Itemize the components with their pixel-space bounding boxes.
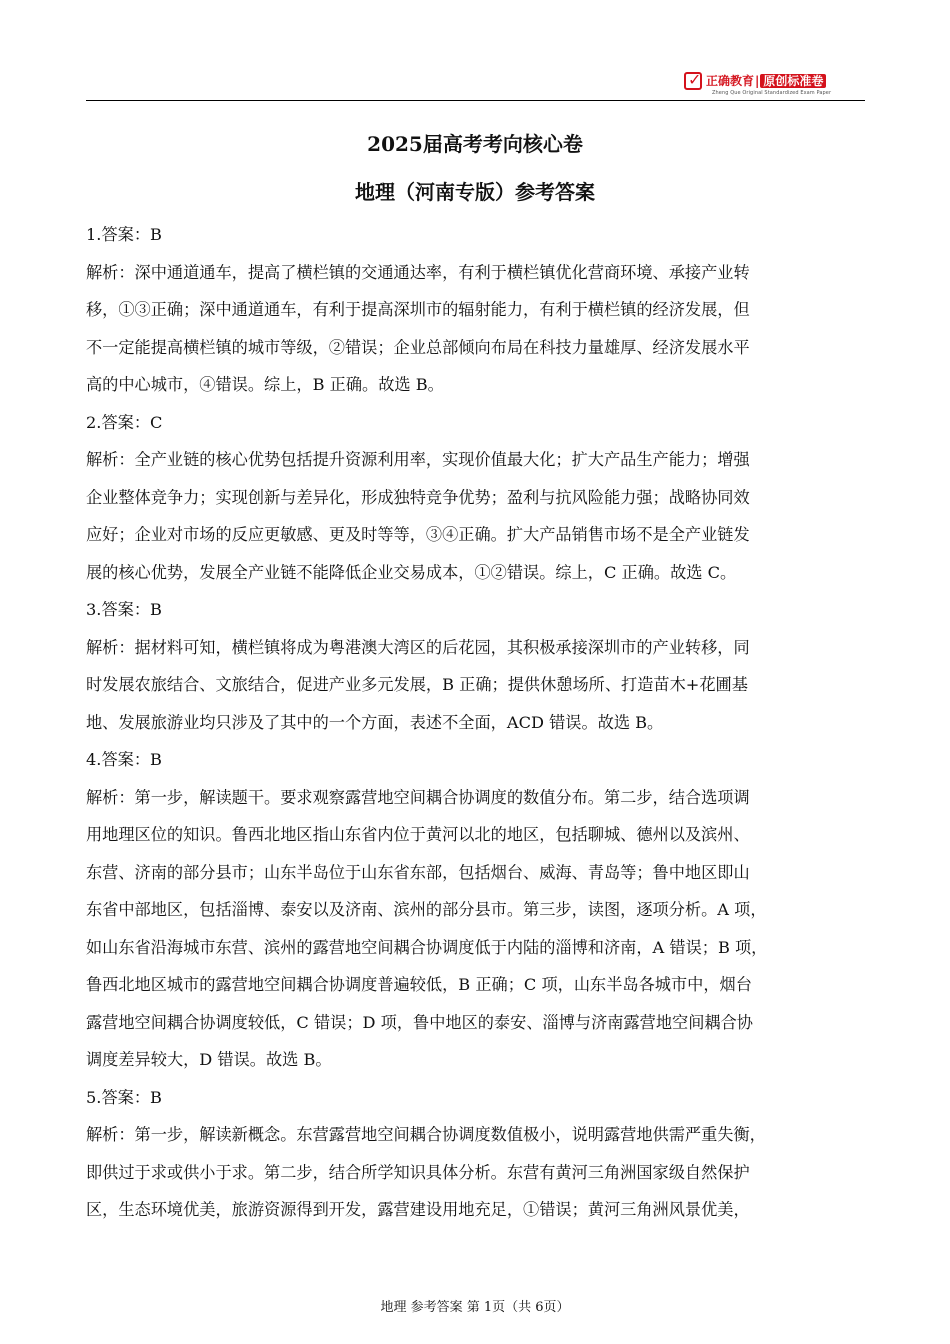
text-line: 东省中部地区，包括淄博、泰安以及济南、滨州的部分县市。第三步，读图，逐项分析。A 项， <box>86 900 767 919</box>
text-line: 时发展农旅结合、文旅结合，促进产业多元发展，B 正确；提供休憩场所、打造苗木+花圃基 <box>86 675 748 694</box>
text-line: 如山东省沿海城市东营、滨州的露营地空间耦合协调度低于内陆的淄博和济南，A 错误；B 项， <box>86 937 768 957</box>
logo-brand: 正确教育 <box>706 74 755 88</box>
answer-content <box>86 216 865 1229</box>
text-line: 调度差异较大，D 错误。故选 B。 <box>86 1050 332 1069</box>
text-line: 2.答案：C <box>86 412 163 432</box>
header-divider <box>86 100 865 101</box>
text-line: 用地理区位的知识。鲁西北地区指山东省内位于黄河以北的地区，包括聊城、德州以及滨州、 <box>86 825 750 844</box>
text-line: 解析：第一步，解读新概念。东营露营地空间耦合协调度数值极小，说明露营地供需严重失衡， <box>86 1125 766 1144</box>
text-line: 区，生态环境优美，旅游资源得到开发，露营建设用地充足，①错误；黄河三角洲风景优美， <box>86 1200 750 1219</box>
text-line: 解析：深中通道通车，提高了横栏镇的交通通达率，有利于横栏镇优化营商环境、承接产业转 <box>86 262 750 282</box>
text-line: 5.答案：B <box>86 1087 162 1107</box>
brand-logo <box>684 72 866 98</box>
document-title: 2025届高考考向核心卷 <box>367 132 583 156</box>
logo-subtitle: Zheng Que Original Standardized Exam Paper <box>712 90 832 96</box>
text-line: 不一定能提高横栏镇的城市等级，②错误；企业总部倾向布局在科技力量雄厚、经济发展水平 <box>86 337 750 357</box>
text-line: 解析：据材料可知，横栏镇将成为粤港澳大湾区的后花园，其积极承接深圳市的产业转移，同 <box>86 637 750 657</box>
text-line: 解析：第一步，解读题干。要求观察露营地空间耦合协调度的数值分布。第二步，结合选项调 <box>86 787 750 807</box>
text-line: 3.答案：B <box>86 600 162 619</box>
text-line: 应好；企业对市场的反应更敏感、更及时等等，③④正确。扩大产品销售市场不是全产业链发 <box>86 525 750 544</box>
text-line: 4.答案：B <box>86 750 162 769</box>
text-line: 展的核心优势，发展全产业链不能降低企业交易成本，①②错误。综上，C 正确。故选 C。 <box>86 562 737 582</box>
logo-text: 正确教育| 原创标准卷 <box>706 72 826 90</box>
text-line: 鲁西北地区城市的露营地空间耦合协调度普遍较低，B 正确；C 项，山东半岛各城市中，烟台 <box>86 975 752 994</box>
text-line: 地、发展旅游业均只涉及了其中的一个方面，表述不全面，ACD 错误。故选 B。 <box>86 712 664 732</box>
text-line: 东营、济南的部分县市；山东半岛位于山东省东部，包括烟台、威海、青岛等；鲁中地区即山 <box>86 862 750 882</box>
text-line: 高的中心城市，④错误。综上，B 正确。故选 B。 <box>86 375 444 394</box>
text-line: 1.答案：B <box>86 225 162 244</box>
document-subtitle: 地理（河南专版）参考答案 <box>355 180 595 204</box>
text-line: 解析：全产业链的核心优势包括提升资源利用率，实现价值最大化；扩大产品生产能力；增强 <box>86 450 750 469</box>
checkmark-icon: ✓ <box>684 72 702 90</box>
text-line: 露营地空间耦合协调度较低，C 错误；D 项，鲁中地区的泰安、淄博与济南露营地空间耦合协 <box>86 1012 753 1032</box>
text-line: 企业整体竞争力；实现创新与差异化，形成独特竞争优势；盈利与抗风险能力强；战略协同效 <box>86 487 750 507</box>
text-line: 即供过于求或供小于求。第二步，结合所学知识具体分析。东营有黄河三角洲国家级自然保护 <box>86 1162 750 1182</box>
text-line: 移，①③正确；深中通道通车，有利于提高深圳市的辐射能力，有利于横栏镇的经济发展，但 <box>86 300 750 319</box>
page-footer: 地理 参考答案 第 1页（共 6页） <box>380 1300 570 1315</box>
logo-tag: 原创标准卷 <box>760 74 826 88</box>
